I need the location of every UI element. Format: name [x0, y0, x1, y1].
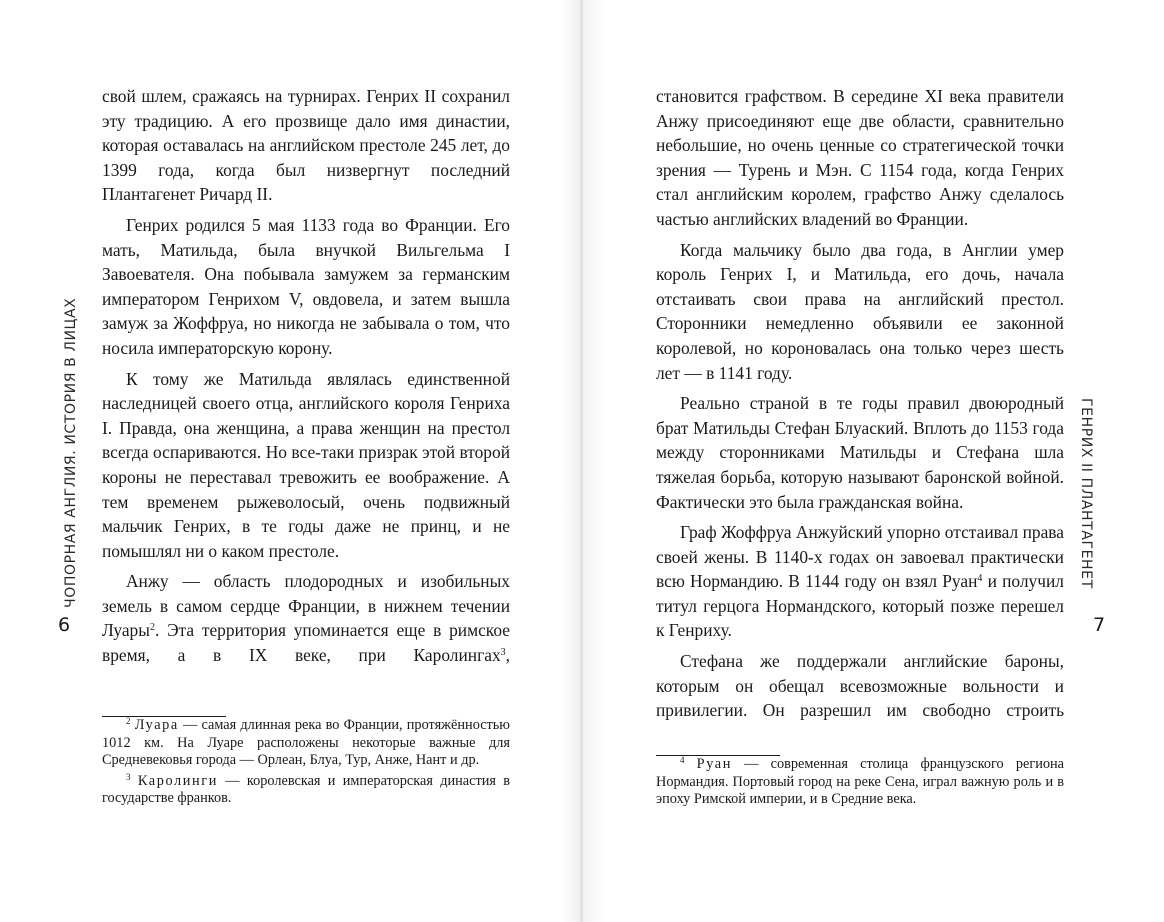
paragraph: свой шлем, сражаясь на турнирах. Генрих II сохранил эту традицию. А его прозвище дало имя династии, которая оставалась на английском престоле 245 лет, до 1399 года, когда был низвергнут последний Плантагенет Ричард II. [102, 86, 510, 205]
footnote-mark: 2 [126, 716, 131, 726]
right-footnotes [656, 756, 1064, 812]
paragraph: К тому же Матильда являлась единственной наследницей своего отца, английского короля Генриха I. Правда, она женщина, а права женщин на престол всегда оспариваются. Но все-таки призрак этой второй короны не переставал тревожить ее воображение. А тем временем рыжеволосый, очень подвижный мальчик Генрих, в те годы даже не принц, и не помышлял ни о каком престоле. [102, 368, 510, 561]
footnote [656, 756, 1064, 809]
paragraph-anjou [102, 569, 510, 667]
left-page-body [102, 84, 510, 674]
paragraph: Реально страной в те годы правил двоюродный брат Матильды Стефан Блуаский. Вплоть до 1153 года между сторонниками Матильды и Стефана шла тяжелая борьба, которую называют баронской войной. Фактически это была гражданская война. [656, 393, 1064, 512]
footnote-term: Руан [696, 756, 732, 772]
footnote-term: Луара [134, 717, 179, 733]
left-page [0, 0, 580, 922]
footnote-term: Каролинги [137, 772, 218, 789]
paragraph-text: Анжу — область плодородных и изобильных земель в самом сердце Франции, в нижнем течении Луары [102, 571, 510, 641]
right-page-body [656, 84, 1064, 729]
paragraph: становится графством. В середине XI века правители Анжу присоединяют еще две области, сравнительно небольшие, но очень ценные со стратегической точки зрения — Турень и Мэн. С 1154 года, когда Генрих стал английским королем, графство Анжу сделалось частью английских владений во Франции. [656, 86, 1064, 229]
footnote-ref: 3 [500, 647, 506, 659]
paragraph-geoffrey [656, 520, 1064, 643]
footnote-text: — самая длинная река во Франции, протяжённостью 1012 км. На Луаре расположены некоторые важные для Средневековья города — Орлеан, Блуа, Тур, Анже, Нант и др. [102, 717, 510, 769]
left-footnotes [102, 717, 510, 811]
footnote [102, 773, 510, 808]
right-page [582, 0, 1164, 922]
paragraph-text: Граф Жоффруа Анжуйский упорно отстаивал права своей жены. В 1140-х годах он завоевал практически всю Нормандию. В 1144 году он взял Руан [656, 522, 1064, 592]
paragraph-text: и получил титул герцога Нормандского, который позже перешел к Генриху. [656, 571, 1064, 641]
footnote [102, 717, 510, 770]
footnote-ref: 2 [149, 622, 155, 634]
footnote-ref: 4 [977, 573, 983, 585]
page-number-left: 6 [58, 614, 71, 636]
paragraph-text: , [505, 645, 510, 666]
running-head-right: ГЕНРИХ II ПЛАНТАГЕНЕТ [1078, 398, 1094, 589]
page-number-right: 7 [1093, 614, 1106, 636]
paragraph: Стефана же поддержали английские бароны, которым он обещал всевозможные вольности и привилегии. Он разрешил им свободно строить [656, 651, 1064, 721]
footnote-mark: 4 [680, 755, 685, 765]
footnote-text: — современная столица французского региона Нормандия. Портовый город на реке Сена, играл важную роль и в эпоху Римской империи, и в Средние века. [656, 756, 1064, 808]
paragraph: Когда мальчику было два года, в Англии умер король Генрих I, и Матильда, его дочь, начала отстаивать свои права на английский престол. Сторонники немедленно объявили ее законной королевой, но короновалась она только через шесть лет — в 1141 году. [656, 239, 1064, 383]
running-head-left: ЧОПОРНАЯ АНГЛИЯ. ИСТОРИЯ В ЛИЦАХ [63, 297, 79, 608]
paragraph-text: . Эта территория упоминается еще в римское время, а в IX веке, при Каролингах [102, 620, 510, 666]
paragraph: Генрих родился 5 мая 1133 года во Франции. Его мать, Матильда, была внучкой Вильгельма I Завоевателя. Она побывала замужем за германским императором Генрихом V, овдовела, и затем вышла замуж за Жоффруа, но никогда не забывала о том, что носила императорскую корону. [102, 214, 510, 358]
footnote-mark: 3 [126, 771, 131, 782]
footnote-text: — королевская и императорская династия в государстве франков. [102, 772, 511, 807]
